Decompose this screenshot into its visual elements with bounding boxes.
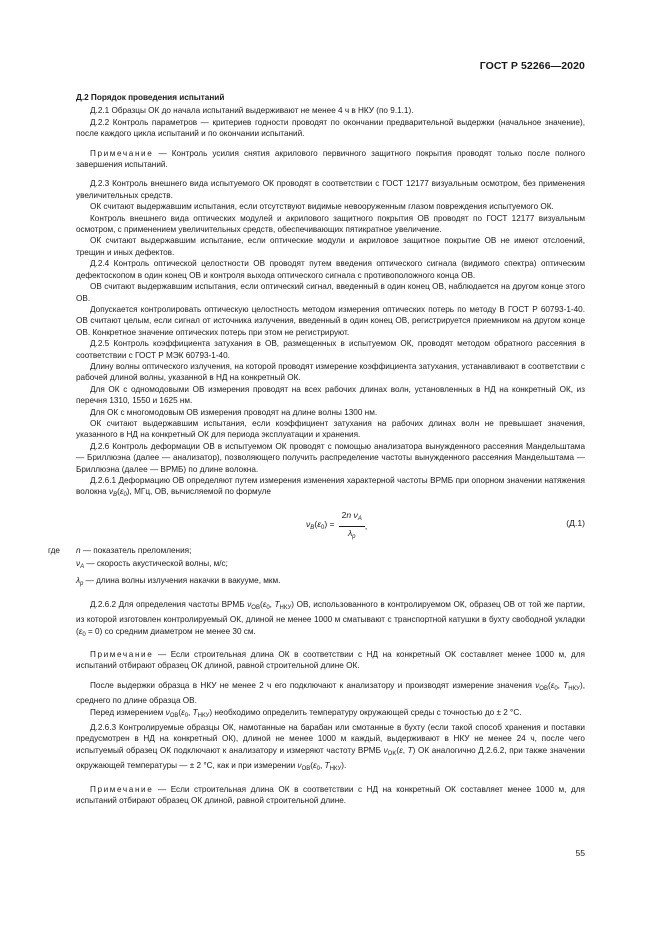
formula-number: (Д.1)	[566, 517, 585, 528]
paragraph: Д.2.1 Образцы ОК до начала испытаний выдерживают не менее 4 ч в НКУ (по 9.1.1).	[90, 106, 414, 116]
note-text: — Если строительная длина ОК в соответствии с НД на конкретный ОК составляет менее 1000 м, для испытаний отбирают образец ОК длиной, равной строительной длине.	[76, 784, 585, 806]
document-body	[48, 92, 585, 807]
section-title: Д.2 Порядок проведения испытаний	[76, 93, 225, 102]
paragraph: Д.2.6.3 Контролируемые образцы ОК, намотанные на барабан или смотанные в бухту (если такой способ хранения и поставки предусмотрен в НД на конкретный ОК), длиной не менее 1000 м каждый, выдерживают в НКУ не менее 24 ч, после чего испытуемый образец ОК подключают к анализатору и измеряют частоту ВРМБ $\nu_{OK}(\varepsilon$, T) ОК аналогично Д.2.6.2, при также значении окружающей температуры — ± 2 °C, как и при измерении $\nu_{OB}(\varepsilon_0$, $T_{НКУ}$).	[76, 723, 585, 773]
where-word: где	[48, 545, 60, 555]
paragraph: ОК считают выдержавшим испытания, если отсутствуют видимые невооруженным глазом повреждения испытуемого ОК.	[90, 202, 554, 212]
note-text: — Контроль усилия снятия акрилового первичного защитного покрытия проводят только после полного завершения испытаний.	[76, 148, 585, 170]
page-number: 55	[575, 848, 585, 858]
note	[76, 784, 585, 807]
paragraph: Для ОК с многомодовым ОВ измерения проводят на длине волны 1300 нм.	[90, 407, 378, 417]
paragraph: ОК считают выдержавшим испытание, если оптические модули и акриловое защитное покрытие ОВ не имеют отслоений, трещин и иных дефектов.	[76, 236, 585, 257]
paragraph: Д.2.4 Контроль оптической целостности ОВ проводят путем введения оптического сигнала (видимого спектра) оптическим дефектоскопом в один конец ОВ и контроля выхода оптического сигнала с противоположного конца ОВ.	[76, 259, 585, 280]
note-label: Примечание	[90, 148, 154, 158]
paragraph: Контроль внешнего вида оптических модулей и акрилового защитного покрытия ОВ проводят по ГОСТ 12177 визуальным осмотром, с применением увеличительных средств, обеспечивающих пятикратное увеличение.	[76, 213, 585, 235]
paragraph: Длину волны оптического излучения, на которой проводят измерение коэффициента затухания, устанавливают в соответствии с рабочей длиной волны, указанной в НД на конкретный ОК.	[76, 361, 585, 383]
formula-legend	[48, 544, 585, 591]
paragraph: Перед измерением $\nu_{OB}(\varepsilon_0$, $T_{НКУ}$) необходимо определить температуру окружающей среды с точностью до ± 2 °C.	[90, 707, 522, 719]
paragraph: Д.2.6.2 Для определения частоты ВРМБ $\nu_{OB}(\varepsilon_0$, $T_{НКУ}$) ОВ, использованного в контролируемом ОК, образец ОВ от той же партии, из которой изготовлен контролируемый ОК, длиной не менее 1000 м сматывают с транспортной катушки в бухту свободной укладки $(\varepsilon_0 = 0)$ со средним диаметром не менее 30 см.	[76, 599, 585, 638]
paragraph: Допускается контролировать оптическую целостность методом измерения оптических потерь по методу В ГОСТ Р 60793-1-40. ОВ считают целым, если сигнал от источника излучения, введенный в один конец ОВ, регистрируется приемником на другом конце ОВ. Конкретное значение оптических потерь при этом не регистрируют.	[76, 304, 585, 337]
legend-row: $\nu_A$ — скорость акустической волны, м/с;	[76, 558, 228, 570]
paragraph: Д.2.5 Контроль коэффициента затухания в ОВ, размещенных в испытуемом ОК, проводят методом обратного рассеяния в соответствии с ГОСТ Р МЭК 60793-1-40.	[76, 339, 585, 360]
paragraph: Д.2.6.1 Деформацию ОВ определяют путем измерения изменения характерной частоты ВРМБ при опорном значении натяжения волокна $\nu_B(\varepsilon_0)$, МГц, ОВ, вычисляемой по формуле	[76, 476, 585, 499]
note	[76, 148, 585, 171]
paragraph: ОК считают выдержавшим испытания, если коэффициент затухания на рабочих длинах волн не превышает значения, указанного в НД на конкретный ОК для периода эксплуатации и хранения.	[76, 418, 585, 440]
note-label: Примечание	[90, 784, 154, 794]
document-id-header: ГОСТ Р 52266—2020	[479, 60, 585, 72]
formula-d1	[76, 508, 585, 540]
note	[76, 649, 585, 672]
note-label: Примечание	[90, 650, 154, 660]
legend-row: где n — показатель преломления;	[48, 545, 192, 555]
legend-row: $\lambda_p$ — длина волны излучения накачки в вакууме, мкм.	[76, 575, 281, 587]
note-text: — Если строительная длина ОК в соответствии с НД на конкретный ОК составляет менее 1000 м, для испытаний отбирают образец ОК длиной, равной строительной длине ОК.	[76, 650, 585, 671]
paragraph: Д.2.3 Контроль внешнего вида испытуемого ОК проводят в соответствии с ГОСТ 12177 визуальным осмотром, без применения увеличительных средств.	[76, 179, 585, 200]
formula-expression: $\nu_B(\varepsilon_0)$ = $\frac{2n \nu_A}{\lambda_p}$ ,	[306, 509, 368, 541]
paragraph: После выдержки образца в НКУ не менее 2 ч его подключают к анализатору и производят измерение значения $\nu_{OB}(\varepsilon_0$, $T_{НКУ}$), среднего по длине образца ОВ.	[76, 680, 585, 706]
paragraph: Д.2.2 Контроль параметров — критериев годности проводят по окончании предварительной выдержки (начальное значение), после каждого цикла испытаний и по окончании испытаний.	[76, 117, 585, 139]
paragraph: Для ОК с одномодовыми ОВ измерения проводят на всех рабочих длинах волн, установленных в НД на конкретный ОК, из перечня 1310, 1550 и 1625 нм.	[76, 384, 585, 406]
paragraph: Д.2.6 Контроль деформации ОВ в испытуемом ОК проводят с помощью анализатора вынужденного рассеяния Мандельштама — Бриллюэна (далее — анализатор), позволяющего получить распределение частоты вынужденного рассеяния Мандельштама — Бриллюэна (далее — ВРМБ) по длине волокна.	[76, 441, 585, 474]
paragraph: ОВ считают выдержавшим испытания, если оптический сигнал, введенный в один конец ОВ, наблюдается на другом конце этого ОВ.	[76, 282, 585, 303]
